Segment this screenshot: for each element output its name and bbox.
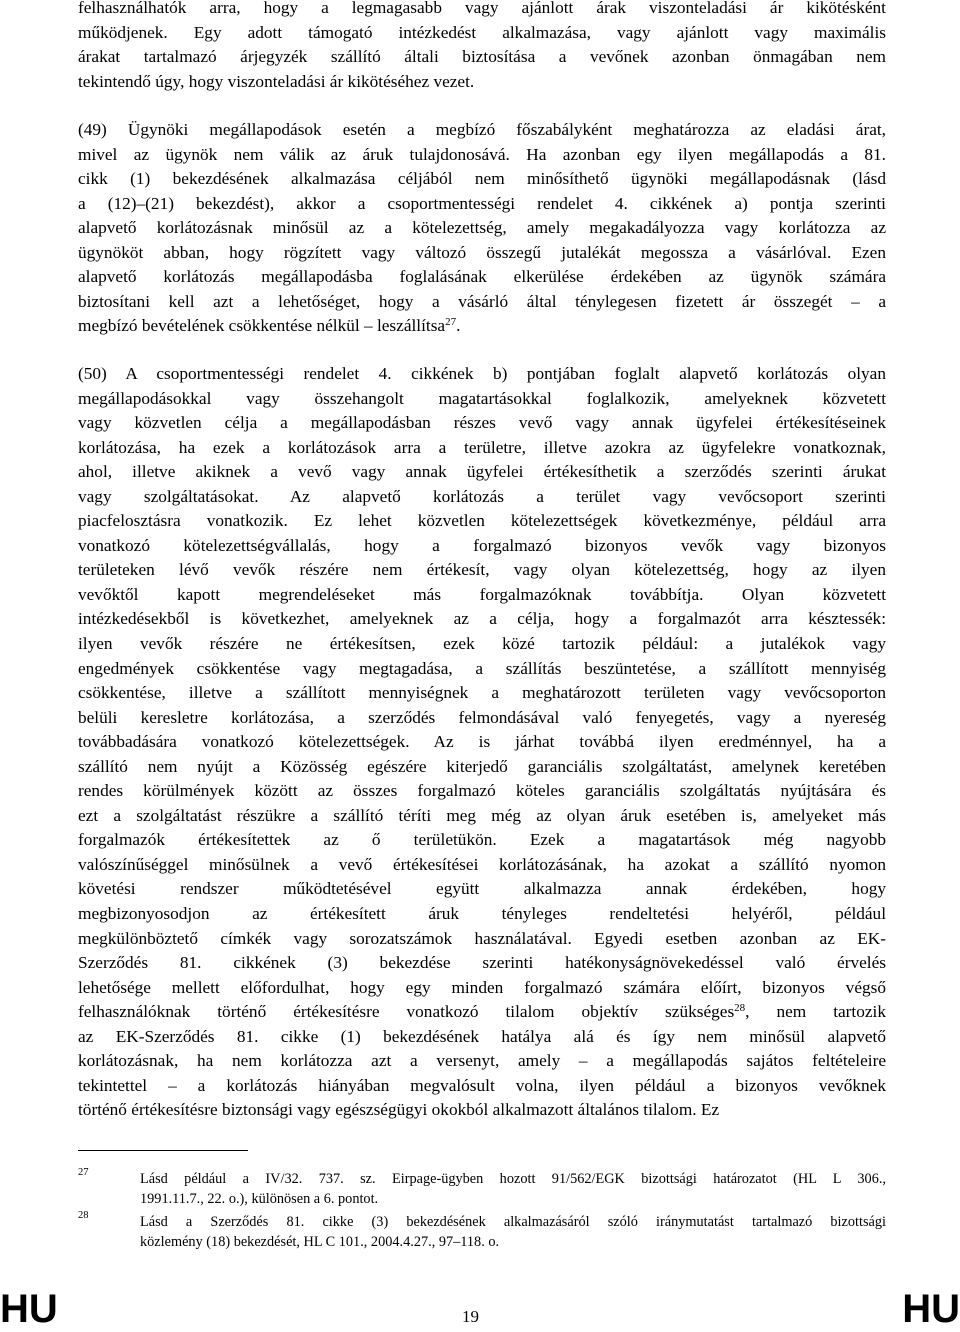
line-text: vonatkozó kötelezettségvállalás, hogy a forgalmazó bizonyos vevők vagy bizonyos bbox=[78, 535, 886, 555]
text-line bbox=[78, 681, 886, 706]
text-line bbox=[78, 485, 886, 510]
text-line bbox=[78, 362, 886, 387]
footnote-line: Lásd például a IV/32. 737. sz. Eirpage-ügyben hozott 91/562/EGK bizottsági határozatot (HL L 306., bbox=[140, 1171, 886, 1187]
line-text: alapvető korlátozásnak minősül az a kötelezettség, amely megakadályozza vagy korlátozza az bbox=[78, 218, 886, 238]
line-text: engedmények csökkentése vagy megtagadása, a szállítás beszüntetése, a szállított mennyiség bbox=[78, 658, 886, 678]
text-line bbox=[78, 216, 886, 241]
line-text: csökkentése, illetve a szállított mennyiségnek a meghatározott területen vagy vevőcsoporton bbox=[78, 683, 886, 703]
text-line bbox=[78, 70, 886, 95]
text-line bbox=[78, 583, 886, 608]
line-text: biztosítani kell azt a lehetőséget, hogy a vásárló által ténylegesen fizetett ár összegét – a bbox=[78, 291, 886, 311]
line-text: rendes körülmények között az összes forgalmazó köteles garanciális szolgáltatás nyújtására és bbox=[78, 781, 886, 801]
line-text: megbízó bevételének csökkentése nélkül – leszállítsa bbox=[78, 316, 446, 336]
text-line bbox=[78, 1049, 886, 1074]
text-line bbox=[78, 1025, 886, 1050]
line-text: ilyen vevők részére ne értékesítsen, ezek közé tartozik például: a jutalékok vagy bbox=[78, 634, 886, 654]
line-text: valószínűséggel minősülnek a vevő értékesítései korlátozásának, ha azokat a szállító nyomon bbox=[78, 854, 886, 874]
line-text: (49) Ügynöki megállapodások esetén a megbízó főszabályként meghatározza az eladási árat, bbox=[78, 120, 886, 139]
language-code-left: HU bbox=[0, 1287, 58, 1331]
line-text: szállító nem nyújt a Közösség egészére kiterjedő garanciális szolgáltatást, amelynek keretében bbox=[78, 756, 886, 776]
text-line bbox=[78, 265, 886, 290]
line-text: felhasználhatók arra, hogy a legmagasabb vagy ajánlott árak viszonteladási ár kikötésként bbox=[78, 0, 886, 17]
text-line bbox=[78, 1000, 886, 1025]
text-line bbox=[78, 632, 886, 657]
text-line bbox=[78, 804, 886, 829]
paragraph-50 bbox=[78, 362, 886, 1123]
text-line bbox=[78, 192, 886, 217]
line-text: cikk (1) bekezdésének alkalmazása céljából nem minősíthető ügynöki megállapodásnak (lásd bbox=[78, 169, 886, 189]
language-code-right: HU bbox=[902, 1287, 960, 1331]
text-line bbox=[78, 387, 886, 412]
line-text: felhasználóknak történő értékesítésre vonatkozó tilalom objektív szükséges bbox=[78, 1002, 735, 1022]
text-line bbox=[78, 755, 886, 780]
text-line bbox=[78, 460, 886, 485]
text-line bbox=[78, 411, 886, 436]
line-text: forgalmazók értékesítettek az ő területükön. Ezek a magatartások még nagyobb bbox=[78, 830, 886, 850]
line-text: területeken lévő vevők részére nem értékesít, vagy olyan kötelezettség, hogy az ilyen bbox=[78, 560, 886, 580]
footnote-number: 28 bbox=[78, 1210, 89, 1221]
line-text-tail: , nem tartozik bbox=[745, 1002, 886, 1022]
line-text: ahol, illetve akiknek a vevő vagy annak ügyfelei értékesíthetik a szerződés szerinti árukat bbox=[78, 462, 886, 482]
line-text: vagy szolgáltatásokat. Az alapvető korlátozás a terület vagy vevőcsoport szerinti bbox=[78, 486, 886, 506]
text-line bbox=[78, 118, 886, 143]
line-text: vevőktől kapott megrendeléseket más forgalmazóknak továbbítja. Olyan közvetett bbox=[78, 584, 886, 604]
line-text: megállapodásokkal vagy összehangolt magatartásokkal foglalkozik, amelyeknek közvetett bbox=[78, 388, 886, 408]
line-text: ezt a szolgáltatást részükre a szállító téríti meg még az olyan áruk esetében is, amelyeket más bbox=[78, 805, 886, 825]
text-line bbox=[78, 657, 886, 682]
text-line bbox=[78, 45, 886, 70]
line-text-tail: . bbox=[456, 316, 461, 336]
text-line bbox=[78, 730, 886, 755]
line-text: tekintettel – a korlátozás hiányában megvalósult volna, ilyen például a bizonyos vevőknek bbox=[78, 1075, 886, 1095]
paragraph-intro bbox=[78, 0, 886, 94]
line-text: korlátozása, ha ezek a korlátozások arra a területre, illetve azokra az ügyfelekre vonatkoznak, bbox=[78, 437, 886, 457]
text-line bbox=[78, 509, 886, 534]
text-line bbox=[78, 241, 886, 266]
text-line bbox=[78, 927, 886, 952]
text-line bbox=[78, 607, 886, 632]
footnote-line: közlemény (18) bekezdését, HL C 101., 2004.4.27., 97–118. o. bbox=[140, 1233, 500, 1250]
line-text: belüli keresletre korlátozása, a szerződés felmondásával való fenyegetés, vagy a nyereség bbox=[78, 707, 886, 727]
text-line bbox=[78, 167, 886, 192]
footnote-reference[interactable]: 28 bbox=[734, 1002, 746, 1015]
text-line bbox=[78, 21, 886, 46]
text-line bbox=[78, 436, 886, 461]
text-line bbox=[78, 1098, 886, 1123]
footnote-text bbox=[140, 1213, 886, 1252]
text-line bbox=[78, 1074, 886, 1099]
footnote-reference[interactable]: 27 bbox=[445, 316, 457, 329]
line-text: megkülönböztető címkék vagy sorozatszámok használatával. Egyedi esetben azonban az EK- bbox=[78, 928, 886, 948]
text-line bbox=[78, 828, 886, 853]
line-text: tekintendő úgy, hogy viszonteladási ár kikötéséhez vezet. bbox=[78, 71, 475, 91]
footnote-separator bbox=[78, 1150, 248, 1151]
line-text: korlátozásnak, ha nem korlátozza azt a versenyt, amely – a megállapodás sajátos feltételeire bbox=[78, 1051, 886, 1071]
paragraph-49 bbox=[78, 118, 886, 339]
footnote-text bbox=[140, 1170, 886, 1209]
text-line bbox=[78, 853, 886, 878]
footnote-line: 1991.11.7., 22. o.), különösen a 6. pontot. bbox=[140, 1190, 379, 1207]
text-line bbox=[78, 902, 886, 927]
page-number: 19 bbox=[462, 1307, 479, 1326]
line-text: a (12)–(21) bekezdést), akkor a csoportmentességi rendelet 4. cikkének a) pontja szerinti bbox=[78, 193, 886, 213]
line-text: Szerződés 81. cikkének (3) bekezdése szerinti hatékonyságnövekedéssel való érvelés bbox=[78, 953, 886, 973]
line-text: árakat tartalmazó árjegyzék szállító általi biztosítása a vevőnek azonban önmagában nem bbox=[78, 47, 886, 67]
line-text: követési rendszer működtetésével együtt alkalmazza annak érdekében, hogy bbox=[78, 879, 886, 899]
line-text: ügynököt abban, hogy rögzített vagy változó összegű jutalékát megossza a vásárlóval. Ezen bbox=[78, 242, 886, 262]
text-line bbox=[78, 143, 886, 168]
line-text: lehetősége mellett előfordulhat, hogy egy minden forgalmazó számára előírt, bizonyos végső bbox=[78, 977, 886, 997]
text-line bbox=[78, 951, 886, 976]
line-text: vagy közvetlen célja a megállapodásban részes vevő vagy annak ügyfelei értékesítéseinek bbox=[78, 413, 886, 433]
text-line bbox=[78, 877, 886, 902]
line-text: az EK-Szerződés 81. cikke (1) bekezdésének hatálya alá és így nem minősül alapvető bbox=[78, 1026, 886, 1046]
line-text: történő értékesítésre biztonsági vagy egészségügyi okokból alkalmazott általános tilalom. Ez bbox=[78, 1100, 720, 1120]
line-text: működjenek. Egy adott támogató intézkedést alkalmazása, vagy ajánlott vagy maximális bbox=[78, 22, 886, 42]
line-text: alapvető korlátozás megállapodásba foglalásának elkerülése érdekében az ügynök számára bbox=[78, 267, 886, 287]
line-text: megbizonyosodjon az értékesített áruk tényleges rendeltetési helyéről, például bbox=[78, 904, 886, 924]
line-text: intézkedésekből is következhet, amelyeknek az a célja, hogy a forgalmazót arra késztessék: bbox=[78, 609, 886, 629]
text-line bbox=[78, 0, 886, 21]
line-text: mivel az ügynök nem válik az áruk tulajdonosává. Ha azonban egy ilyen megállapodás a 81. bbox=[78, 144, 886, 164]
text-line bbox=[78, 314, 886, 339]
line-text: továbbadására vonatkozó kötelezettségek. Az is járhat továbbá ilyen eredménnyel, ha a bbox=[78, 732, 886, 752]
text-line bbox=[78, 706, 886, 731]
line-text: (50) A csoportmentességi rendelet 4. cikkének b) pontjában foglalt alapvető korlátozás olyan bbox=[78, 364, 886, 383]
text-line bbox=[78, 558, 886, 583]
footnote-number: 27 bbox=[78, 1167, 89, 1178]
line-text: piacfelosztásra vonatkozik. Ez lehet közvetlen kötelezettségek következménye, például arra bbox=[78, 511, 886, 531]
footnote-line: Lásd a Szerződés 81. cikke (3) bekezdésének alkalmazásáról szóló iránymutatást tartalmazó bizottsági bbox=[140, 1214, 886, 1230]
text-line bbox=[78, 976, 886, 1001]
text-line bbox=[78, 290, 886, 315]
text-line bbox=[78, 779, 886, 804]
text-line bbox=[78, 534, 886, 559]
